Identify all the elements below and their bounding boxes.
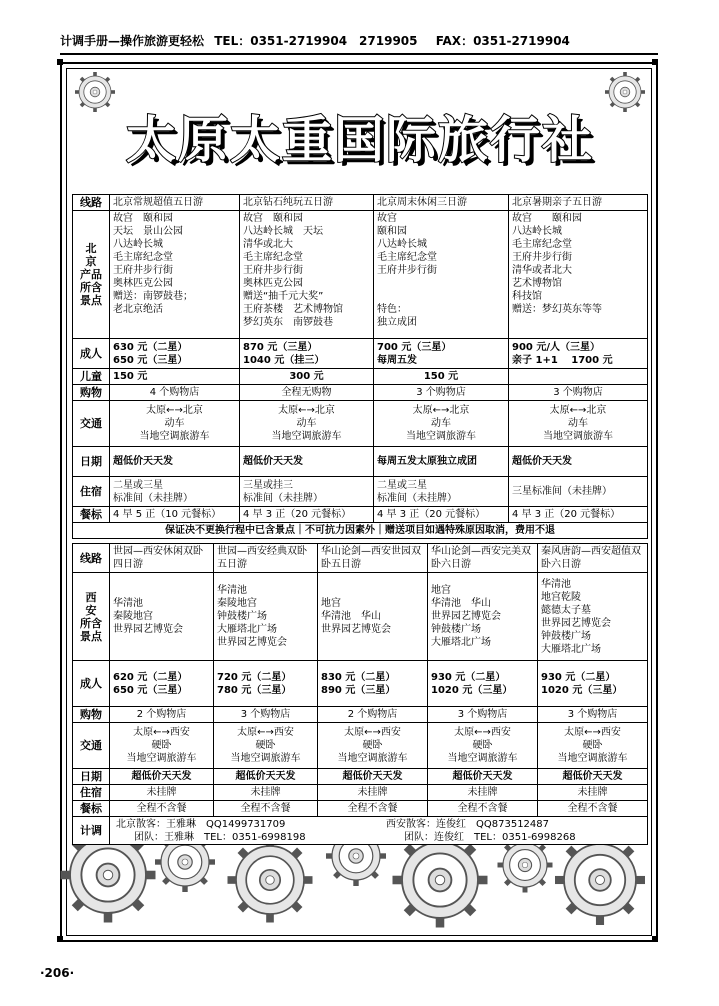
shopping-info: 2 个购物店 <box>110 707 214 723</box>
beijing-routes-table <box>72 194 648 539</box>
table-row <box>73 785 648 801</box>
meal-label: 餐标 <box>73 801 110 817</box>
adult-price: 900 元/人（三星） 亲子 1+1 1700 元 <box>509 339 648 369</box>
hotel-info: 三星标准间（未挂牌） <box>509 477 648 507</box>
hotel-info: 未挂牌 <box>428 785 538 801</box>
shopping-info: 3 个购物店 <box>538 707 648 723</box>
meal-info: 全程不含餐 <box>538 801 648 817</box>
departure-date: 每周五发太原独立成团 <box>374 447 509 477</box>
table-row <box>73 385 648 401</box>
transport-info: 太原←→北京 动车 当地空调旅游车 <box>240 401 374 447</box>
table-row <box>73 573 648 661</box>
departure-date: 超低价天天发 <box>110 769 214 785</box>
beijing-group-contact: 团队：王雅琳 TEL：0351-6998198 <box>134 831 306 843</box>
page-number: ·206· <box>40 966 75 980</box>
guarantee-notice: 保证决不更换行程中已含景点｜不可抗力因素外｜赠送项目如遇特殊原因取消，费用不退 <box>73 523 648 539</box>
adult-price: 870 元（三星） 1040 元（挂三） <box>240 339 374 369</box>
route-spots: 地宫 华清池 华山 世界园艺博览会 <box>318 573 428 661</box>
route-name: 秦风唐韵—西安超值双卧六日游 <box>538 544 648 573</box>
transport-info: 太原←→西安 硬卧 当地空调旅游车 <box>110 723 214 769</box>
departure-date: 超低价天天发 <box>110 447 240 477</box>
route-spots: 华清池 地宫乾陵 懿德太子墓 世界园艺博览会 钟鼓楼广场 大雁塔北广场 <box>538 573 648 661</box>
route-spots: 华清池 秦陵地宫 世界园艺博览会 <box>110 573 214 661</box>
child-price: 150 元 <box>110 369 240 385</box>
beijing-individual-contact: 北京散客：王雅琳 QQ1499731709 <box>116 818 286 830</box>
route-name: 世园—西安休闲双卧四日游 <box>110 544 214 573</box>
shopping-info: 2 个购物店 <box>318 707 428 723</box>
header-tel: TEL：0351-2719904 2719905 <box>214 34 418 48</box>
adult-price: 700 元（三星） 每周五发 <box>374 339 509 369</box>
transport-info: 太原←→北京 动车 当地空调旅游车 <box>509 401 648 447</box>
meal-label: 餐标 <box>73 507 110 523</box>
date-label: 日期 <box>73 447 110 477</box>
adult-price: 620 元（二星） 650 元（三星） <box>110 661 214 707</box>
route-spots: 故宫 颐和园 八达岭长城 毛主席纪念堂 王府井步行街 特色： 独立成团 <box>374 211 509 339</box>
departure-date: 超低价天天发 <box>214 769 318 785</box>
shopping-info: 3 个购物店 <box>509 385 648 401</box>
meal-info: 4 早 3 正（20 元餐标） <box>374 507 509 523</box>
xian-group-contact: 团队：连俊红 TEL：0351-6998268 <box>404 831 576 843</box>
hotel-label: 住宿 <box>73 477 110 507</box>
table-row <box>73 477 648 507</box>
xian-individual-contact: 西安散客：连俊红 QQ873512487 <box>386 818 550 830</box>
transport-info: 太原←→西安 硬卧 当地空调旅游车 <box>538 723 648 769</box>
adult-price: 930 元（二星） 1020 元（三星） <box>538 661 648 707</box>
route-name: 北京周末休闲三日游 <box>374 195 509 211</box>
adult-price: 720 元（二星） 780 元（三星） <box>214 661 318 707</box>
meal-info: 全程不含餐 <box>110 801 214 817</box>
route-spots: 故宫 颐和园 天坛 景山公园 八达岭长城 毛主席纪念堂 王府井步行街 奥林匹克公园 赠送：南锣鼓巷； 老北京绝活 <box>110 211 240 339</box>
table-row <box>73 523 648 539</box>
table-row <box>73 195 648 211</box>
shopping-label: 购物 <box>73 707 110 723</box>
route-name: 世园—西安经典双卧五日游 <box>214 544 318 573</box>
adult-price: 630 元（二星） 650 元（三星） <box>110 339 240 369</box>
shopping-info: 3 个购物店 <box>214 707 318 723</box>
xian-routes-table <box>72 543 648 845</box>
table-row <box>73 707 648 723</box>
route-name: 北京暑期亲子五日游 <box>509 195 648 211</box>
adult-price: 830 元（二星） 890 元（三星） <box>318 661 428 707</box>
transport-info: 太原←→西安 硬卧 当地空调旅游车 <box>428 723 538 769</box>
transport-info: 太原←→西安 硬卧 当地空调旅游车 <box>214 723 318 769</box>
route-name: 华山论剑—西安世园双卧五日游 <box>318 544 428 573</box>
meal-info: 全程不含餐 <box>214 801 318 817</box>
shopping-info: 3 个购物店 <box>428 707 538 723</box>
transport-label: 交通 <box>73 723 110 769</box>
hotel-info: 未挂牌 <box>110 785 214 801</box>
table-row <box>73 769 648 785</box>
table-row <box>73 723 648 769</box>
child-price: 300 元 <box>240 369 374 385</box>
hotel-info: 未挂牌 <box>538 785 648 801</box>
transport-info: 太原←→北京 动车 当地空调旅游车 <box>110 401 240 447</box>
shopping-info: 3 个购物店 <box>374 385 509 401</box>
table-row <box>73 339 648 369</box>
departure-date: 超低价天天发 <box>240 447 374 477</box>
route-name: 北京常规超值五日游 <box>110 195 240 211</box>
hotel-info: 未挂牌 <box>214 785 318 801</box>
departure-date: 超低价天天发 <box>509 447 648 477</box>
agency-title: 太原太重国际旅行社 <box>126 110 594 169</box>
meal-info: 4 早 5 正（10 元餐标） <box>110 507 240 523</box>
adult-label: 成人 <box>73 339 110 369</box>
meal-info: 4 早 3 正（20 元餐标） <box>240 507 374 523</box>
hotel-info: 未挂牌 <box>318 785 428 801</box>
transport-info: 太原←→西安 硬卧 当地空调旅游车 <box>318 723 428 769</box>
route-spots: 地宫 华清池 华山 世界园艺博览会 钟鼓楼广场 大雁塔北广场 <box>428 573 538 661</box>
child-label: 儿童 <box>73 369 110 385</box>
attractions-label: 北 京 产品 所含 景点 <box>73 211 110 339</box>
shopping-label: 购物 <box>73 385 110 401</box>
route-label: 线路 <box>73 195 110 211</box>
table-row <box>73 447 648 477</box>
shopping-info: 4 个购物店 <box>110 385 240 401</box>
hotel-info: 二星或三星 标准间（未挂牌） <box>374 477 509 507</box>
shopping-info: 全程无购物 <box>240 385 374 401</box>
hotel-info: 二星或三星 标准间（未挂牌） <box>110 477 240 507</box>
transport-label: 交通 <box>73 401 110 447</box>
table-row <box>73 401 648 447</box>
hotel-info: 三星或挂三 标准间（未挂牌） <box>240 477 374 507</box>
meal-info: 全程不含餐 <box>318 801 428 817</box>
adult-label: 成人 <box>73 661 110 707</box>
child-price <box>509 369 648 385</box>
route-spots: 故宫 颐和园 八达岭长城 天坛 清华或北大 毛主席纪念堂 王府井步行街 奥林匹克公园 赠送“抽千元大奖” 王府茶楼 艺术博物馆 梦幻英东 南锣鼓巷 <box>240 211 374 339</box>
hotel-label: 住宿 <box>73 785 110 801</box>
route-spots: 华清池 秦陵地宫 钟鼓楼广场 大雁塔北广场 世界园艺博览会 <box>214 573 318 661</box>
route-spots: 故宫 颐和园 八达岭长城 毛主席纪念堂 王府井步行街 清华或者北大 艺术博物馆 科技馆 赠送：梦幻英东等等 <box>509 211 648 339</box>
table-row <box>73 661 648 707</box>
departure-date: 超低价天天发 <box>318 769 428 785</box>
table-row <box>73 544 648 573</box>
child-price: 150 元 <box>374 369 509 385</box>
contact-info <box>110 817 648 845</box>
table-row <box>73 211 648 339</box>
table-row <box>73 507 648 523</box>
attractions-label: 西 安 所含 景点 <box>73 573 110 661</box>
route-name: 北京钻石纯玩五日游 <box>240 195 374 211</box>
table-row <box>73 369 648 385</box>
route-label: 线路 <box>73 544 110 573</box>
transport-info: 太原←→北京 动车 当地空调旅游车 <box>374 401 509 447</box>
header-fax: FAX：0351-2719904 <box>435 34 570 48</box>
contact-label: 计调 <box>73 817 110 845</box>
meal-info: 全程不含餐 <box>428 801 538 817</box>
meal-info: 4 早 3 正（20 元餐标） <box>509 507 648 523</box>
table-row <box>73 801 648 817</box>
table-row <box>73 817 648 845</box>
date-label: 日期 <box>73 769 110 785</box>
departure-date: 超低价天天发 <box>428 769 538 785</box>
header-slogan: 计调手册—操作旅游更轻松 <box>60 34 205 48</box>
departure-date: 超低价天天发 <box>538 769 648 785</box>
route-name: 华山论剑—西安完美双卧六日游 <box>428 544 538 573</box>
adult-price: 930 元（二星） 1020 元（三星） <box>428 661 538 707</box>
